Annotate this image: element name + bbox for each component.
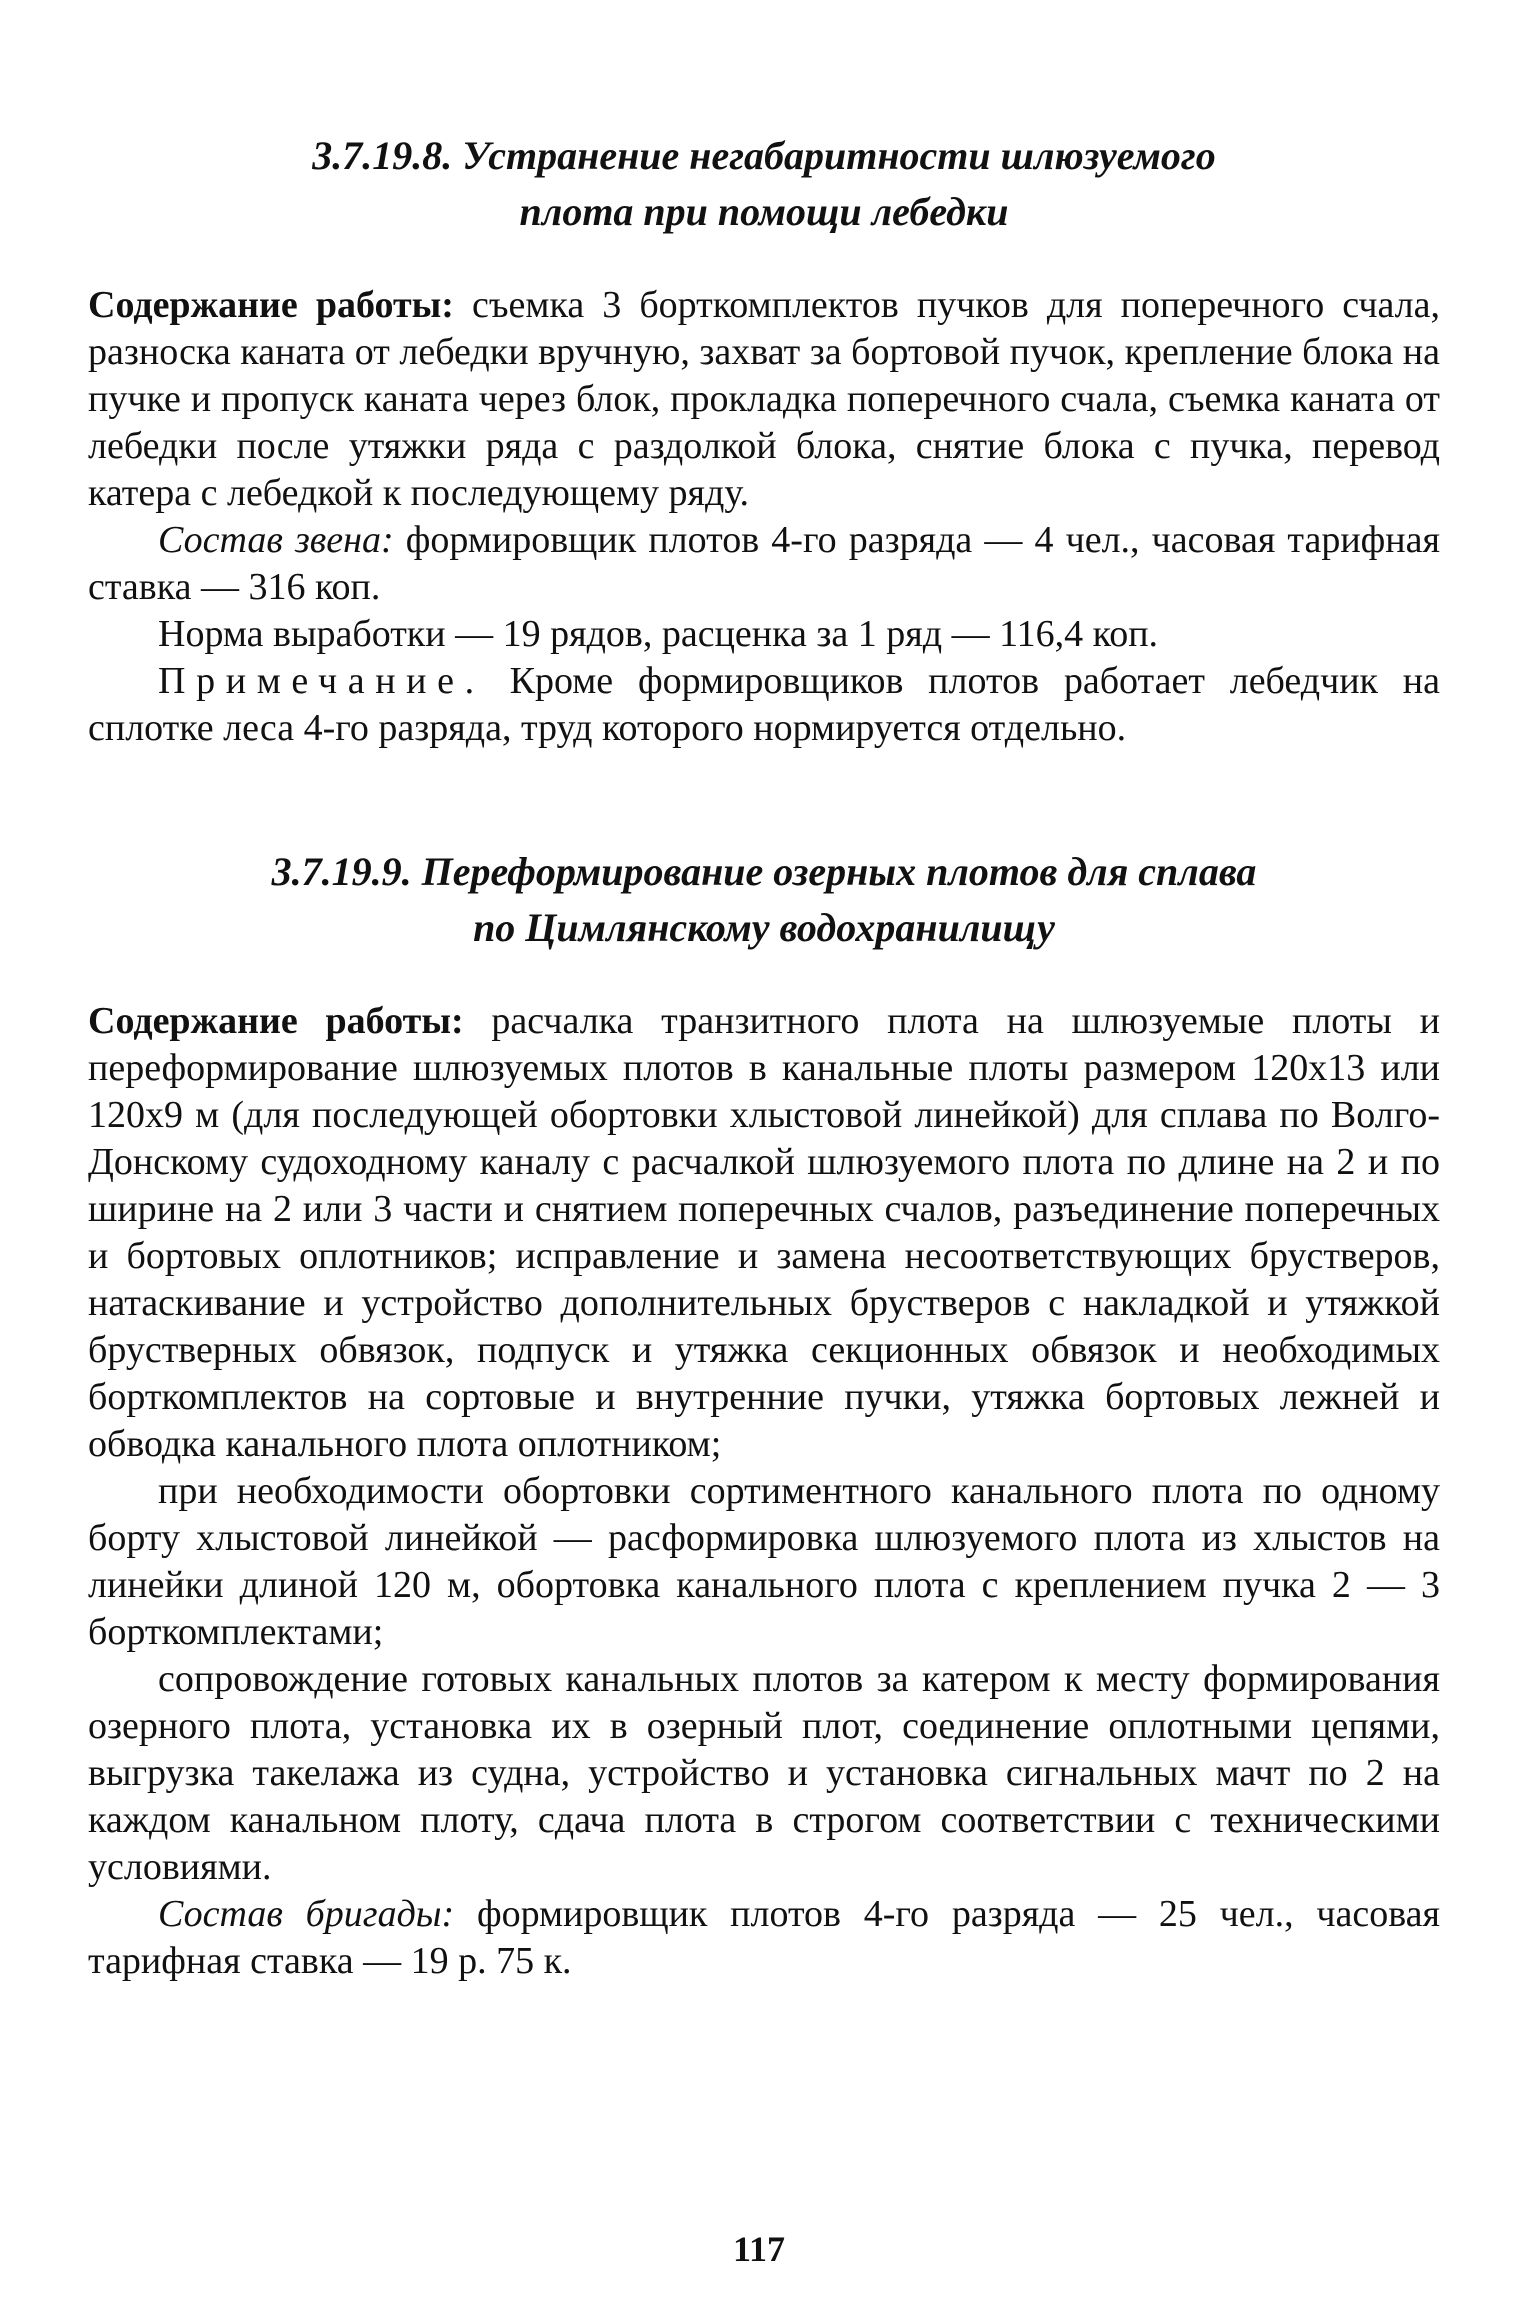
section-heading [88,128,1440,240]
section-3-7-19-9 [88,844,1440,1985]
crew-paragraph [88,517,1440,611]
crew-label: Состав звена: [158,519,394,561]
note-text: Кроме формировщиков плотов работает лебедчик на сплотке леса 4-го разряда, труд которого нормируется отдельно. [88,660,1440,749]
work-content-paragraph [88,998,1440,1468]
heading-line-2: плота при помощи лебедки [519,189,1009,234]
crew-label: Состав бригады: [158,1893,455,1935]
crew-text: формировщик плотов 4-го разряда — 25 чел., часовая тарифная ставка — 19 р. 75 к. [88,1893,1440,1982]
work-content-label: Содержание работы: [88,1000,464,1042]
section-heading [88,844,1440,956]
work-content-text: расчалка транзитного плота на шлюзуемые плоты и переформирование шлюзуемых плотов в канальные плоты размером 120х13 или 120х9 м (для последующей обортовки хлыстовой линейкой) для сплава по Волго-Донскому судоходному каналу с расчалкой шлюзуемого плота по длине на 2 и по ширине на 2 или 3 части и снятием поперечных счалов, разъединение поперечных и бортовых оплотников; исправление и замена несоответствующих брустверов, натаскивание и устройство дополнительных брустверов с накладкой и утяжкой брустверных обвязок, подпуск и утяжка секционных обвязок и необходимых борткомплектов на сортовые и внутренние пучки, утяжка бортовых лежней и обводка канального плота оплотником; [88,1000,1440,1465]
note-label: Примечание. [158,660,485,702]
work-content-paragraph-2: при необходимости обортовки сортиментного канального плота по одному борту хлыстовой линейкой — расформировка шлюзуемого плота из хлыстов на линейки длиной 120 м, обортовка канального плота с креплением пучка 2 — 3 борткомплектами; [88,1470,1440,1653]
crew-text: формировщик плотов 4-го разряда — 4 чел., часовая тарифная ставка — 316 коп. [88,519,1440,608]
norm-paragraph: Норма выработки — 19 рядов, расценка за 1 ряд — 116,4 коп. [158,613,1159,655]
work-content-paragraph [88,282,1440,517]
heading-line-1: 3.7.19.9. Переформирование озерных плотов для сплава [271,849,1257,894]
note-paragraph [88,658,1440,752]
section-3-7-19-8 [88,128,1440,752]
crew-paragraph [88,1891,1440,1985]
work-content-label: Содержание работы: [88,284,454,326]
work-content-paragraph-3: сопровождение готовых канальных плотов за катером к месту формирования озерного плота, установка их в озерный плот, соединение оплотными цепями, выгрузка такелажа из судна, устройство и установка сигнальных мачт по 2 на каждом канальном плоту, сдача плота в строгом соответствии с техническими условиями. [88,1658,1440,1888]
heading-line-1: 3.7.19.8. Устранение негабаритности шлюзуемого [312,133,1216,178]
page-body [88,128,1440,1985]
page-number: 117 [732,2229,785,2269]
heading-line-2: по Цимлянскому водохранилищу [473,905,1055,950]
work-content-text: съемка 3 борткомплектов пучков для поперечного счала, разноска каната от лебедки вручную, захват за бортовой пучок, крепление блока на пучке и пропуск каната через блок, прокладка поперечного счала, съемка каната от лебедки после утяжки ряда с раздолкой блока, снятие блока с пучка, перевод катера с лебедкой к последующему ряду. [88,284,1441,514]
